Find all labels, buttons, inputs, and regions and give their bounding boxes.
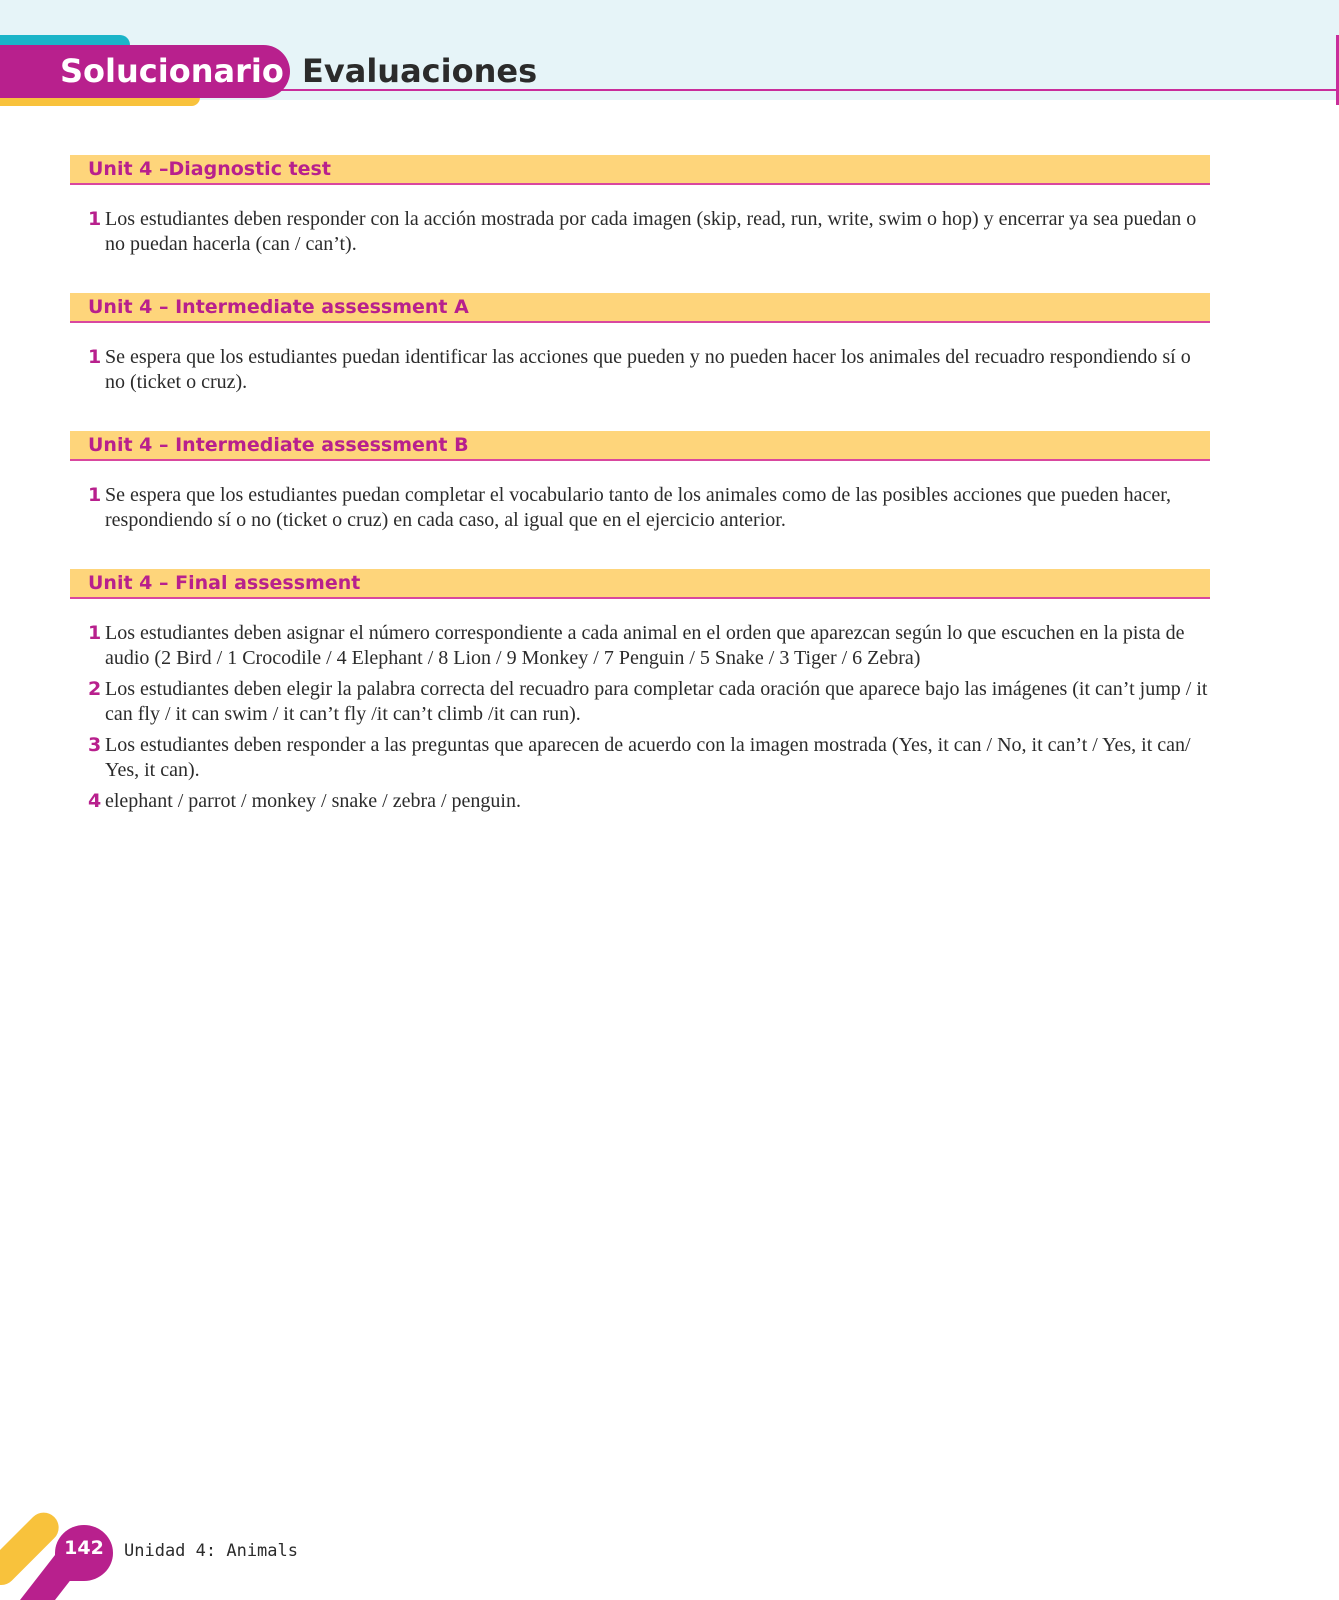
section-final-assessment <box>70 569 1210 814</box>
section-heading: Unit 4 – Intermediate assessment B <box>70 431 1210 461</box>
answer-item <box>70 483 1210 533</box>
item-number: 1 <box>88 346 102 368</box>
item-text: Los estudiantes deben asignar el número correspondiente a cada animal en el orden que aparezcan según lo que escuchen en la pista de audio (2 Bird / 1 Crocodile / 4 Elephant / 8 Lion / 9 Monkey / 7 Penguin / 5 Snake / 3 Tiger / 6 Zebra) <box>105 622 1185 669</box>
item-text: Los estudiantes deben responder con la acción mostrada por cada imagen (skip, read, run, write, swim o hop) y encerrar ya sea puedan o no puedan hacerla (can / can’t). <box>105 208 1197 255</box>
section-heading: Unit 4 – Final assessment <box>70 569 1210 599</box>
answer-item <box>70 677 1210 727</box>
item-number: 1 <box>88 208 102 230</box>
answer-item <box>70 789 1210 814</box>
answer-item <box>70 733 1210 783</box>
item-number: 1 <box>88 622 102 644</box>
section-heading: Unit 4 –Diagnostic test <box>70 155 1210 185</box>
section-intermediate-a <box>70 293 1210 395</box>
item-number: 4 <box>88 790 102 812</box>
item-text: Se espera que los estudiantes puedan identificar las acciones que pueden y no pueden hacer los animales del recuadro respondiendo sí o no (ticket o cruz). <box>105 346 1191 393</box>
item-number: 1 <box>88 484 102 506</box>
item-text: Los estudiantes deben responder a las preguntas que aparecen de acuerdo con la imagen mostrada (Yes, it can / No, it can’t / Yes, it can/ Yes, it can). <box>105 734 1191 781</box>
answer-item <box>70 621 1210 671</box>
section-intermediate-b <box>70 431 1210 533</box>
section-heading: Unit 4 – Intermediate assessment A <box>70 293 1210 323</box>
item-text: Se espera que los estudiantes puedan completar el vocabulario tanto de los animales como de las posibles acciones que pueden hacer, respondiendo sí o no (ticket o cruz) en cada caso, al igual que en el ejercicio anterior. <box>105 484 1172 531</box>
item-number: 2 <box>88 678 102 700</box>
item-number: 3 <box>88 734 102 756</box>
page-number: 142 <box>64 1537 104 1559</box>
page-title: Evaluaciones <box>302 52 538 90</box>
section-diagnostic-test <box>70 155 1210 257</box>
footer-unit-label: Unidad 4: Animals <box>124 1541 298 1561</box>
item-text: elephant / parrot / monkey / snake / zebra / penguin. <box>105 790 521 812</box>
item-text: Los estudiantes deben elegir la palabra correcta del recuadro para completar cada oración que aparece bajo las imágenes (it can’t jump / it can fly / it can swim / it can’t fly /it can’t climb /it can run). <box>105 678 1208 725</box>
answer-item <box>70 207 1210 257</box>
answer-item <box>70 345 1210 395</box>
tab-label: Solucionario <box>60 52 284 90</box>
